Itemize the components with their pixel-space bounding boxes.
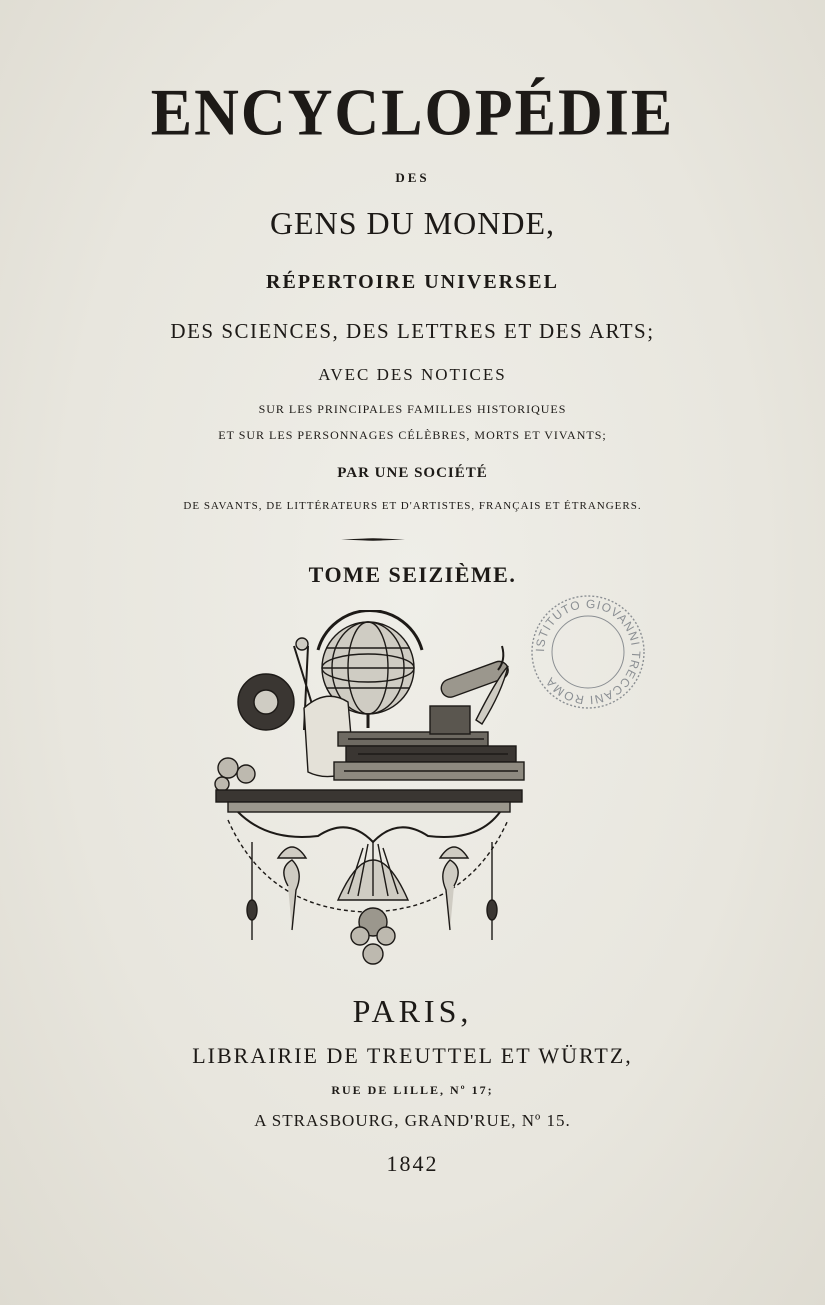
imprint-city: PARIS, — [352, 993, 473, 1029]
imprint-address: RUE DE LILLE, Nº 17; — [331, 1083, 494, 1097]
subtitle: GENS DU MONDE, — [269, 205, 556, 241]
sciences-line: DES SCIENCES, DES LETTRES ET DES ARTS; — [170, 319, 655, 343]
repertoire-line: RÉPERTOIRE UNIVERSEL — [266, 271, 559, 293]
imprint-publisher: LIBRAIRIE DE TREUTTEL ET WÜRTZ, — [192, 1043, 633, 1068]
stamp-text: ISTITUTO GIOVANNI TRECCANI ROMA — [532, 596, 644, 708]
engraved-vignette-icon — [208, 610, 538, 975]
main-title: ENCYCLOPÉDIE — [150, 76, 675, 150]
families-line: SUR LES PRINCIPALES FAMILLES HISTORIQUES — [258, 402, 567, 416]
ornamental-rule — [341, 538, 405, 541]
personages-line: ET SUR LES PERSONNAGES CÉLÈBRES, MORTS ET VIVANTS; — [218, 428, 607, 442]
library-stamp — [528, 592, 648, 712]
svg-text:ISTITUTO GIOVANNI TRECCANI ROM — [533, 597, 643, 707]
society-line: PAR UNE SOCIÉTÉ — [337, 465, 488, 481]
savants-line: DE SAVANTS, DE LITTÉRATEURS ET D'ARTISTES, FRANÇAIS ET ÉTRANGERS. — [183, 500, 642, 512]
title-des: DES — [395, 170, 430, 185]
imprint-strasbourg: A STRASBOURG, GRAND'RUE, Nº 15. — [254, 1111, 571, 1130]
volume-label: TOME SEIZIÈME. — [308, 562, 517, 587]
imprint-year: 1842 — [386, 1151, 439, 1176]
notices-line: AVEC DES NOTICES — [318, 365, 507, 384]
